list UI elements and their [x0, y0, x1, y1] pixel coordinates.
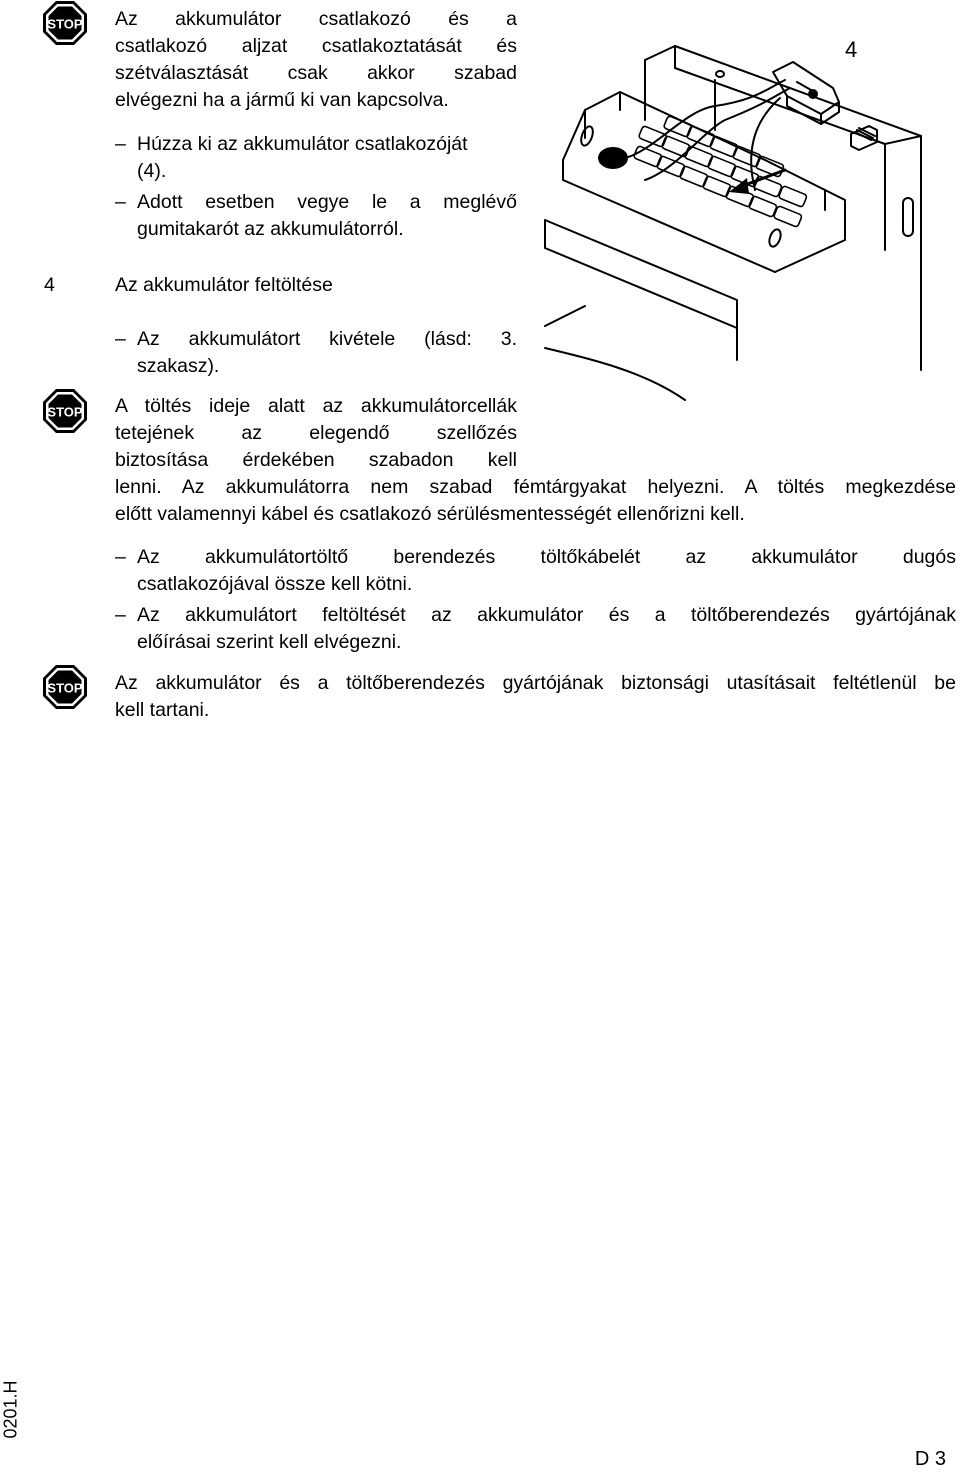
stop-sign-icon — [42, 664, 88, 710]
warning-2-line: tetejének az elegendő szellőzés — [115, 422, 517, 444]
battery-connector-illustration — [525, 10, 945, 410]
step-remove-battery — [115, 326, 517, 380]
warning-2-text-full — [115, 474, 956, 528]
document-code — [0, 1376, 24, 1439]
warning-2-line: A töltés ideje alatt az akkumulátorcellák — [115, 395, 517, 417]
warning-1-text — [115, 6, 517, 114]
dash-bullet: – — [115, 328, 126, 350]
step-charge-battery — [115, 602, 956, 656]
document-code-text: 0201.H — [0, 1380, 21, 1439]
section-heading — [44, 272, 55, 299]
warning-2-line: lenni. Az akkumulátorra nem szabad fémtárgyakat helyezni. A töltés megkezdése — [115, 476, 956, 498]
step-pull-connector — [115, 131, 517, 185]
svg-text:STOP: STOP — [47, 16, 83, 32]
dash-bullet: – — [115, 604, 126, 626]
warning-3-line: kell tartani. — [115, 699, 210, 721]
step-connect-charger — [115, 544, 956, 598]
warning-3-text — [115, 670, 956, 724]
step-remove-cover — [115, 189, 517, 243]
svg-text:STOP: STOP — [47, 404, 83, 420]
warning-2-line: előtt valamennyi kábel és csatlakozó sérülésmentességét ellenőrizni kell. — [115, 503, 745, 525]
step-line: szakasz). — [137, 355, 220, 377]
section-title: Az akkumulátor feltöltése — [115, 274, 333, 296]
step-line: (4). — [137, 160, 167, 182]
stop-sign-icon — [42, 388, 88, 434]
section-number: 4 — [44, 274, 55, 296]
warning-2-text — [115, 393, 517, 474]
warning-1-line: Az akkumulátor csatlakozó és a — [115, 8, 517, 30]
dash-bullet: – — [115, 191, 126, 213]
step-line: csatlakozójával össze kell kötni. — [137, 573, 413, 595]
page-number: D 3 — [914, 1448, 946, 1470]
dash-bullet: – — [115, 546, 126, 568]
figure-label: 4 — [845, 37, 858, 62]
step-line: Az akkumulátort kivétele (lásd: 3. — [137, 328, 517, 350]
step-line: Húzza ki az akkumulátor csatlakozóját — [137, 133, 468, 155]
warning-1-line: csatlakozó aljzat csatlakoztatását és — [115, 35, 517, 57]
warning-1-line: elvégezni ha a jármű ki van kapcsolva. — [115, 89, 449, 111]
svg-text:STOP: STOP — [47, 680, 83, 696]
stop-sign-icon — [42, 0, 88, 46]
warning-3-line: Az akkumulátor és a töltőberendezés gyártójának biztonsági utasításait feltétlenül be — [115, 672, 956, 694]
warning-2-line: biztosítása érdekében szabadon kell — [115, 449, 517, 471]
step-line: Az akkumulátortöltő berendezés töltőkábelét az akkumulátor dugós — [137, 546, 956, 568]
step-line: Az akkumulátort feltöltését az akkumulátor és a töltőberendezés gyártójának — [137, 604, 956, 626]
step-line: előírásai szerint kell elvégezni. — [137, 631, 402, 653]
warning-1-line: szétválasztását csak akkor szabad — [115, 62, 517, 84]
step-line: gumitakarót az akkumulátorról. — [137, 218, 404, 240]
step-line: Adott esetben vegye le a meglévő — [137, 191, 517, 213]
dash-bullet: – — [115, 133, 126, 155]
